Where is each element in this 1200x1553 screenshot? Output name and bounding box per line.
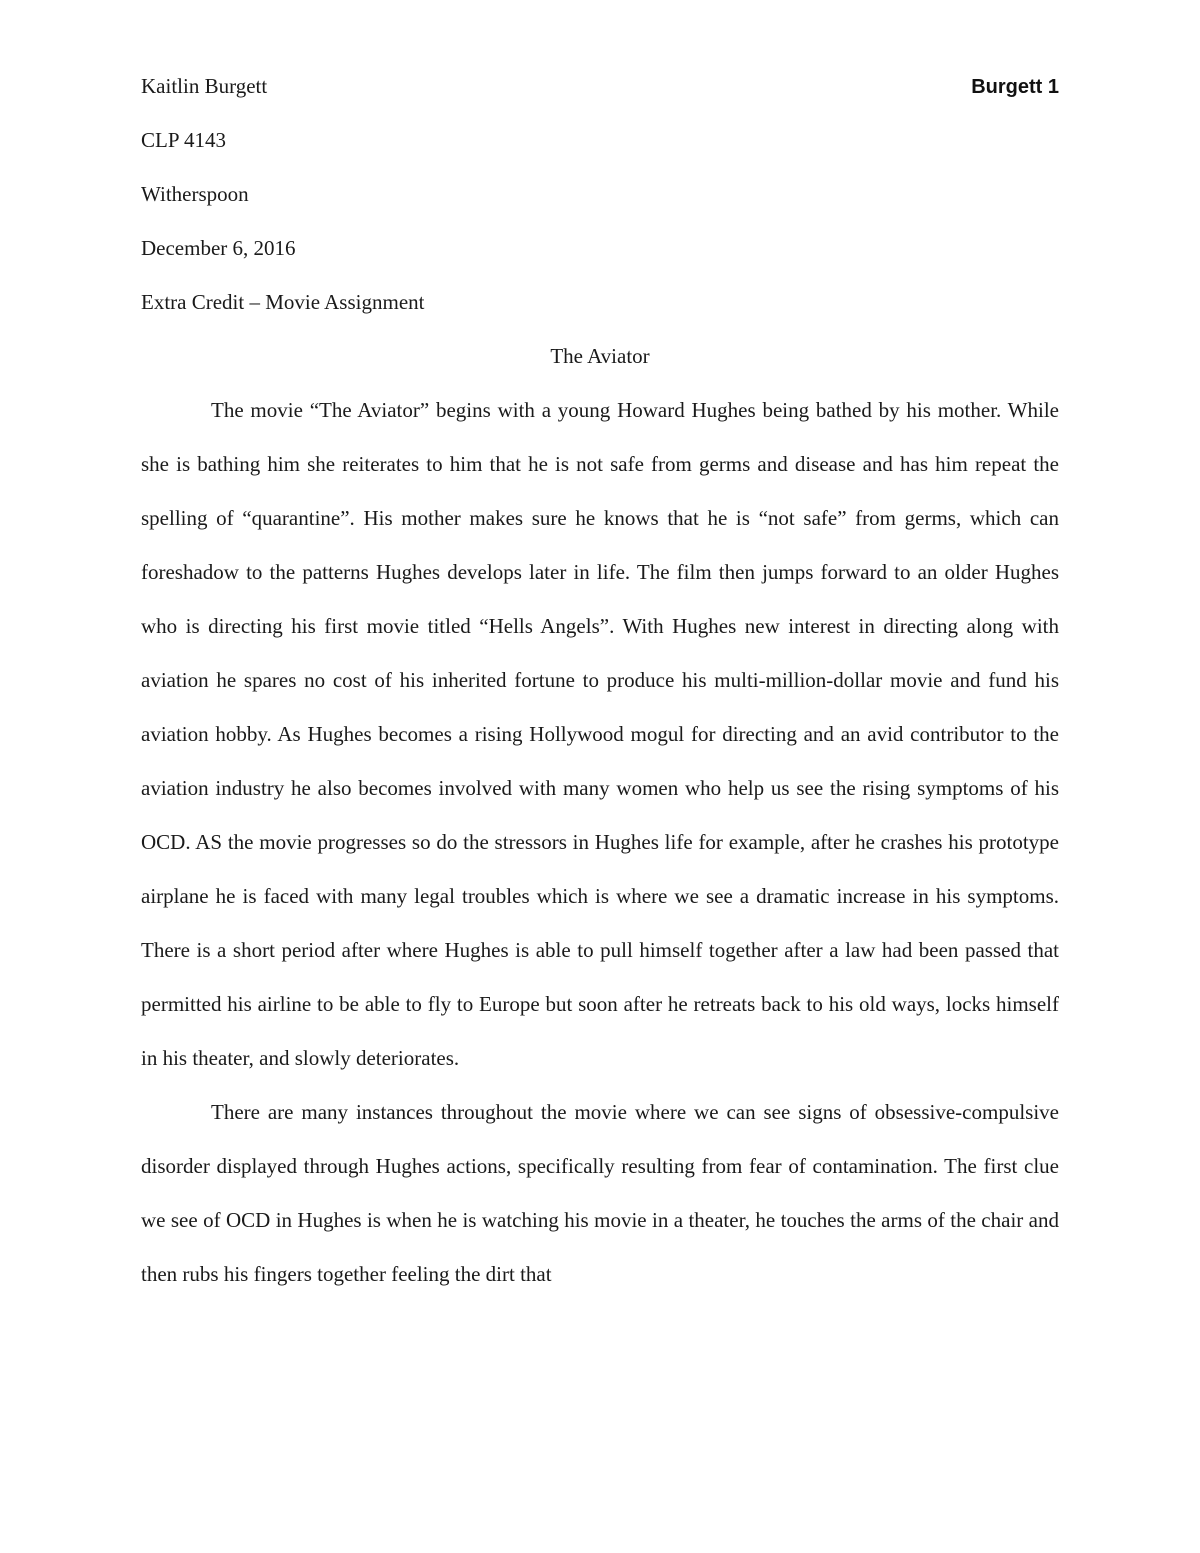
essay-title: The Aviator (550, 344, 650, 368)
course-code: CLP 4143 (141, 128, 226, 152)
instructor-name: Witherspoon (141, 182, 249, 206)
date-line: December 6, 2016 (141, 236, 296, 260)
page-number-header: Burgett 1 (971, 76, 1059, 98)
document-body (141, 59, 1059, 1301)
assignment-name: Extra Credit – Movie Assignment (141, 290, 425, 314)
author-name: Kaitlin Burgett (141, 74, 268, 98)
body-paragraph-2: There are many instances throughout the movie where we can see signs of obsessive-compulsive disorder displayed through Hughes actions, specifically resulting from fear of contamination. The first clue we see of OCD in Hughes is when he is watching his movie in a theater, he touches the arms of the chair and then rubs his fingers together feeling the dirt that (141, 1100, 1059, 1286)
body-paragraph-1: The movie “The Aviator” begins with a young Howard Hughes being bathed by his mother. While she is bathing him she reiterates to him that he is not safe from germs and disease and has him repeat the spelling of “quarantine”. His mother makes sure he knows that he is “not safe” from germs, which can foreshadow to the patterns Hughes develops later in life. The film then jumps forward to an older Hughes who is directing his first movie titled “Hells Angels”. With Hughes new interest in directing along with aviation he spares no cost of his inherited fortune to produce his multi-million-dollar movie and fund his aviation hobby. As Hughes becomes a rising Hollywood mogul for directing and an avid contributor to the aviation industry he also becomes involved with many women who help us see the rising symptoms of his OCD. AS the movie progresses so do the stressors in Hughes life for example, after he crashes his prototype airplane he is faced with many legal troubles which is where we see a dramatic increase in his symptoms. There is a short period after where Hughes is able to pull himself together after a law had been passed that permitted his airline to be able to fly to Europe but soon after he retreats back to his old ways, locks himself in his theater, and slowly deteriorates. (141, 398, 1059, 1070)
